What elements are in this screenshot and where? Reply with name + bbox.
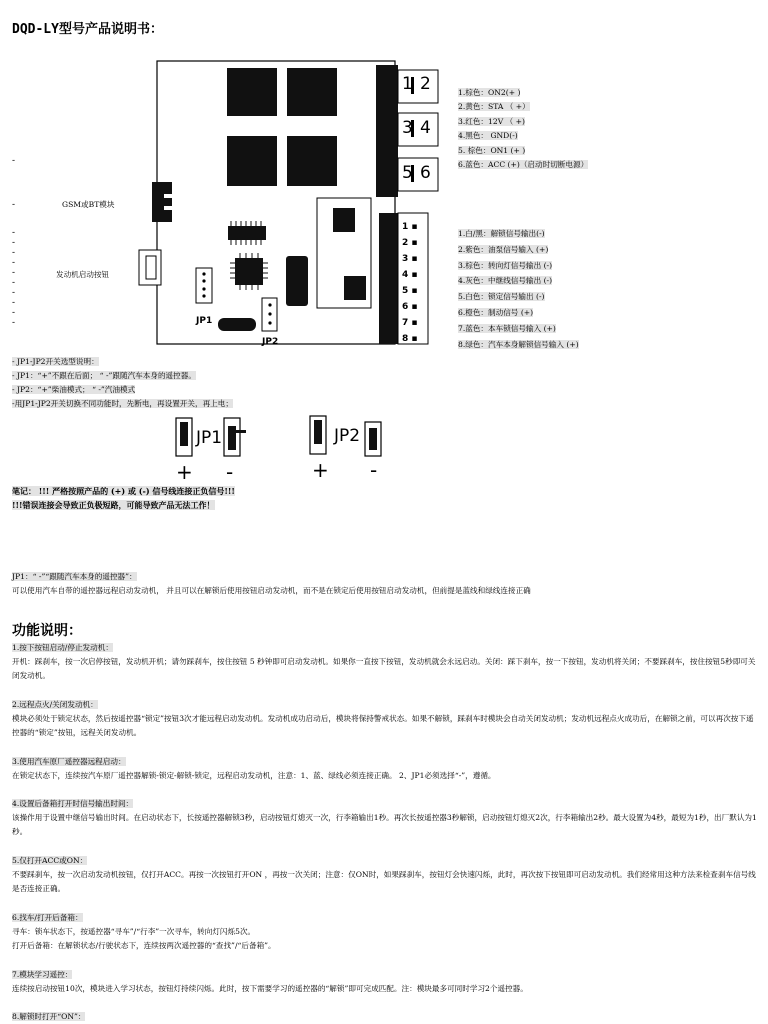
wire-item: 6.蓝色：ACC (+)（启动时切断电源）: [458, 159, 589, 169]
jp-note: - JP2：“+”柴油模式； “ -”汽油模式: [12, 385, 136, 394]
wire-item: 2.紫色：油泵信号输入 (+): [458, 244, 549, 254]
wire-item: 2.黄色：STA （ +）: [458, 102, 530, 112]
plus-sign: +: [176, 460, 193, 484]
connector-number: 5: [402, 163, 413, 183]
ic-chip: [228, 226, 266, 240]
function-item: 8.解锁时打开“ON”：: [12, 1012, 86, 1021]
wire-item: 7.蓝色：本车锁信号输入 (+): [458, 323, 556, 333]
jp-notes: [12, 355, 233, 411]
jp-note: - JP1-JP2开关选型说明：: [12, 357, 99, 366]
connector-number: 2: [420, 74, 431, 94]
function-item: 7.模块学习遥控： 连续按启动按钮10次，模块进入学习状态，按钮灯持续闪烁。此时，按下需要学习的遥控器的“解锁”即可完成匹配。注：模块最多可同时学习2个遥控器。: [12, 970, 528, 993]
top-connector-body: [376, 65, 398, 197]
jp1-description: JP1：“ -”“跟随汽车本身的遥控器”： 可以使用汽车自带的遥控器远程启动发动机， 并且可以在解锁后使用按钮启动发动机，而不是在锁定后使用按钮启动发动机，但前提是蓝线和绿线连接正确: [12, 572, 531, 595]
wire-item: 5.白色：锁定信号输出 (-): [458, 292, 545, 302]
jp2-board-label: JP2: [262, 337, 279, 347]
dash: - - - - - - - - - -: [12, 228, 16, 328]
wire-item: 4.灰色：中继线信号输出 (-): [458, 276, 553, 286]
connector-number: 4: [420, 118, 431, 138]
bottom-connector-body: [379, 213, 398, 344]
jp2-figure-label: JP2: [334, 426, 361, 446]
wire-item: 3.红色：12V （ +): [458, 116, 525, 126]
jp1-board-label: JP1: [196, 316, 213, 326]
plus-sign: +: [312, 458, 329, 482]
wire-item: 5. 棕色：ON1 (+ ): [458, 145, 526, 155]
dash: -: [12, 156, 16, 166]
power-wire-list: [458, 86, 588, 172]
gsm-module-label: GSM或BT模块: [62, 200, 115, 209]
function-item: 3.使用汽车原厂遥控器远程启动： 在锁定状态下，连续按汽车原厂遥控器解锁-锁定-解锁-锁定，远程启动发动机，注意：1、蓝、绿线必须连接正确。 2、JP1必须选择“-”，遵循。: [12, 757, 496, 780]
function-item: 4.设置后备箱打开时信号输出时间： 该操作用于设置中继信号输出时间。在启动状态下，长按遥控器解锁3秒，启动按钮灯熄灭一次，行李箱输出1秒。再次长按遥控器3秒解锁，启动按钮灯熄灭2次，行李箱输出2秒。最大设置为4秒，最短为1秒，出厂默认为1秒。: [12, 799, 757, 836]
minus-sign: -: [226, 460, 234, 484]
wire-item: 4.黑色： GND(-): [458, 131, 518, 141]
jp-note: - JP1：“+”不跟在后面； “ -”跟随汽车本身的遥控器。: [12, 371, 196, 380]
relay: [227, 68, 277, 116]
gsm-connector: [152, 182, 172, 222]
functions-title: 功能说明：: [12, 623, 82, 639]
function-item: 2.远程点火/关闭发动机： 模块必须处于锁定状态，然后按遥控器“锁定”按钮3次才能远程启动发动机。发动机成功启动后，模块将保持警戒状态。如果不解锁，踩刹车时模块会自动关闭发动机；发动机远程点火成功后，在解锁之前，可以再次按下遥控器的“锁定”按钮，远程关闭发动机。: [12, 700, 754, 737]
connector-number: 3: [402, 118, 413, 138]
page-title: DQD-LY型号产品说明书：: [12, 22, 163, 37]
capacitor: [286, 256, 308, 306]
bottom-connector-numbers: 1 ▪ 2 ▪ 3 ▪ 4 ▪ 5 ▪ 6 ▪ 7 ▪ 8 ▪: [402, 222, 418, 344]
connector-number: 1: [402, 74, 413, 94]
jp-note: -用JP1-JP2开关切换不同功能时，先断电，再设置开关，再上电；: [12, 399, 233, 408]
wire-item: 8.绿色：汽车本身解锁信号输入 (+): [458, 339, 579, 349]
crystal: [218, 318, 256, 331]
function-item: 5.仅打开ACC或ON： 不要踩刹车，按一次启动发动机按钮，仅打开ACC。再按一次按钮打开ON ，再按一次关闭；注意：仅ON时，如果踩刹车，按钮灯会快速闪烁，此时，再次按下按钮即可启动发动机。我们经常用这种方法来检查刹车信号线是否连接正确。: [12, 856, 756, 893]
dash: -: [12, 200, 16, 210]
wiring-diagram: [0, 55, 768, 355]
mcu-chip: [235, 258, 263, 285]
wire-item: 3.棕色：转向灯信号输出 (-): [458, 260, 553, 270]
relay: [287, 136, 337, 186]
engine-button-label: 发动机启动按钮: [56, 270, 110, 279]
minus-sign: -: [370, 458, 378, 482]
wire-item: 1.白/黑：解锁信号输出(-): [458, 229, 545, 238]
wire-item: 6.橙色：制动信号 (+): [458, 307, 534, 317]
function-item: 1.按下按钮启动/停止发动机： 开机：踩刹车，按一次启停按钮，发动机开机；请勿踩刹车，按住按钮 5 秒钟即可启动发动机。如果你一直按下按钮，发动机就会永远启动。关闭：踩下刹车，按一下按钮，发动机将关闭；不要踩刹车，按住按钮5秒即可关闭发动机。: [12, 643, 756, 680]
function-item: 6.找车/打开后备箱： 寻车：锁车状态下，按遥控器“寻车”/“行李”一次寻车，转向灯闪烁5次。 打开后备箱：在解锁状态/行驶状态下，连续按两次遥控器的“查找”/“后备箱”。: [12, 913, 276, 950]
connector-number: 6: [420, 163, 431, 183]
relay: [287, 68, 337, 116]
warning-note: 笔记： !!! 严格按照产品的 (+) 或 (-) 信号线连接正负信号!!! !!!错误连接会导致正负极短路，可能导致产品无法工作！: [12, 486, 235, 510]
wire-item: 1.棕色：ON2(+ ): [458, 88, 521, 97]
relay: [227, 136, 277, 186]
signal-wire-list: [458, 226, 579, 352]
jp1-figure-label: JP1: [196, 428, 223, 448]
